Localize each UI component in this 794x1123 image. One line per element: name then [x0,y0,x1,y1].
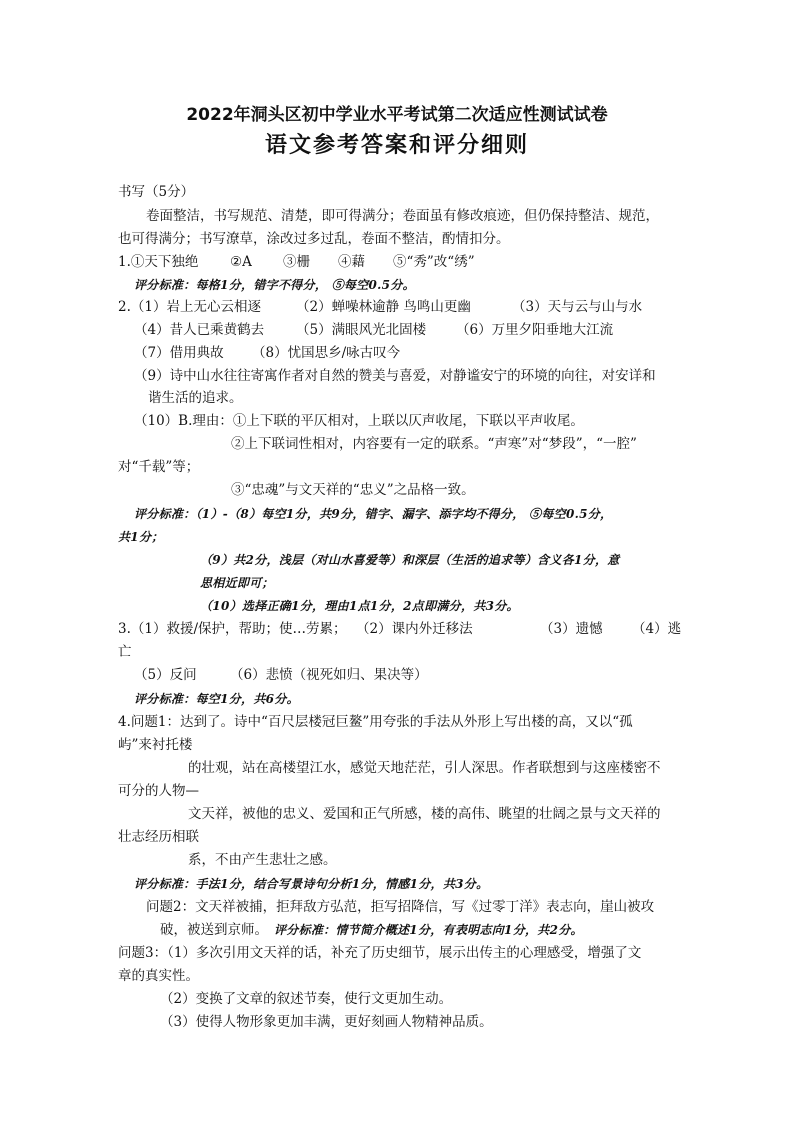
q4-problem1-line-1: 4.问题1：达到了。诗中“百尺层楼冠巨鳌”用夸张的手法从外形上写出楼的高，又以“孤 [118,714,633,730]
q2-scoring-line-2: 共1分； [118,530,164,544]
q2-answer-2: （2）蝉噪林逾静 鸟鸣山更幽 [296,299,471,315]
q1-answer-5: ⑤“秀”改“绣” [393,254,475,270]
exam-title: 2022年洞头区初中学业水平考试第二次适应性测试试卷 [186,105,608,125]
q4-problem1-line-2: 屿”来衬托楼 [118,737,193,753]
q4-problem1-scoring: 评分标准：手法1分，结合写景诗句分析1分，情感1分，共3分。 [134,877,489,891]
q2-answer-8: （8）忧国思乡/咏古叹今 [252,345,401,361]
q3-answer-5: （5）反问 [134,667,197,683]
q3-scoring: 评分标准：每空1分，共6分。 [134,692,299,706]
q2-answer-9-line-2: 谐生活的追求。 [148,390,243,406]
q4-problem1-line-7: 系，不由产生悲壮之感。 [188,852,337,868]
q4-problem2-scoring: 评分标准：情节简介概述1分，有表明志向1分，共2分。 [274,923,583,937]
q3-answer-4-wrap: 亡 [118,644,132,660]
q1-answer-3: ③栅 [283,254,310,270]
q2-scoring-line-4: 思相近即可； [200,576,274,590]
q2-answer-10-line-2: ②上下联词性相对，内容要有一定的联系。“声寒”对“梦段”，“一腔” [231,436,637,452]
q2-answer-7: （7）借用典故 [134,345,224,361]
q4-problem2-line-1: 问题2：文天祥被捕，拒拜敌方弘范，拒写招降信，写《过零丁洋》表志向，崖山被攻 [146,899,655,915]
q4-problem3-line-2: 章的真实性。 [118,968,199,984]
q2-answer-9-line-1: （9）诗中山水往往寄寓作者对自然的赞美与喜爱，对静谧安宁的环境的向往，对安详和 [134,368,656,384]
q1-scoring: 评分标准：每格1分，错字不得分， ⑤每空0.5分。 [134,278,415,292]
q4-problem2-line-2: 破，被送到京师。 [160,922,268,938]
q4-problem1-line-4: 可分的人物— [118,783,199,799]
q4-problem3-line-1: 问题3：（1）多次引用文天祥的话，补充了历史细节，展示出传主的心理感受，增强了文 [118,945,642,961]
q1-answer-2: ②A [230,254,252,270]
q4-problem1-line-3: 的壮观，站在高楼望江水，感觉天地茫茫，引人深思。作者联想到与这座楼密不 [188,760,661,776]
q3-answer-3: （3）遗憾 [540,621,603,637]
q4-problem1-line-6: 壮志经历相联 [118,829,199,845]
q2-scoring-line-3: （9）共2分，浅层（对山水喜爱等）和深层（生活的追求等）含义各1分，意 [200,553,620,567]
q3-answer-2: （2）课内外迁移法 [356,621,473,637]
q2-answer-3: （3）天与云与山与水 [512,299,643,315]
handwriting-rule-line-2: 也可得满分；书写潦草，涂改过多过乱，卷面不整洁，酌情扣分。 [118,231,510,247]
q3-answer-1: 3.（1）救援/保护，帮助；使…劳累； [118,621,347,637]
answer-key-title: 语文参考答案和评分细则 [264,133,529,158]
q1-answer-1: 1.①天下独绝 [118,254,199,270]
q2-answer-4: （4）昔人已乘黄鹤去 [134,322,265,338]
q2-answer-10-line-4: ③“忠魂”与文天祥的“忠义”之品格一致。 [231,482,475,498]
q2-answer-10-line-1: （10）B.理由：①上下联的平仄相对，上联以仄声收尾，下联以平声收尾。 [134,413,584,429]
q4-problem1-line-5: 文天祥，被他的忠义、爱国和正气所感，楼的高伟、眺望的壮阔之景与文天祥的 [188,806,661,822]
q2-answer-5: （5）满眼风光北固楼 [296,322,427,338]
q2-answer-1: 2.（1）岩上无心云相逐 [118,299,261,315]
handwriting-heading: 书写（5分） [118,184,195,200]
q3-answer-6: （6）悲愤（视死如归、果决等） [230,667,428,683]
q1-answer-4: ④藉 [338,254,365,270]
q3-answer-4: （4）逃 [632,621,682,637]
q4-problem3-line-3: （2）变换了文章的叙述节奏，使行文更加生动。 [160,991,453,1007]
handwriting-rule-line-1: 卷面整洁，书写规范、清楚，即可得满分；卷面虽有修改痕迹，但仍保持整洁、规范， [146,208,659,224]
q2-answer-10-line-3: 对“千载”等； [118,459,200,475]
q2-answer-6: （6）万里夕阳垂地大江流 [456,322,614,338]
q4-problem3-line-4: （3）使得人物形象更加丰满，更好刻画人物精神品质。 [160,1014,493,1030]
q2-scoring-line-5: （10）选择正确1分，理由1点1分，2点即满分，共3分。 [200,599,519,613]
q2-scoring-line-1: 评分标准：（1）-（8）每空1分，共9分，错字、漏字、添字均不得分， ⑤每空0.5分， [134,507,613,521]
